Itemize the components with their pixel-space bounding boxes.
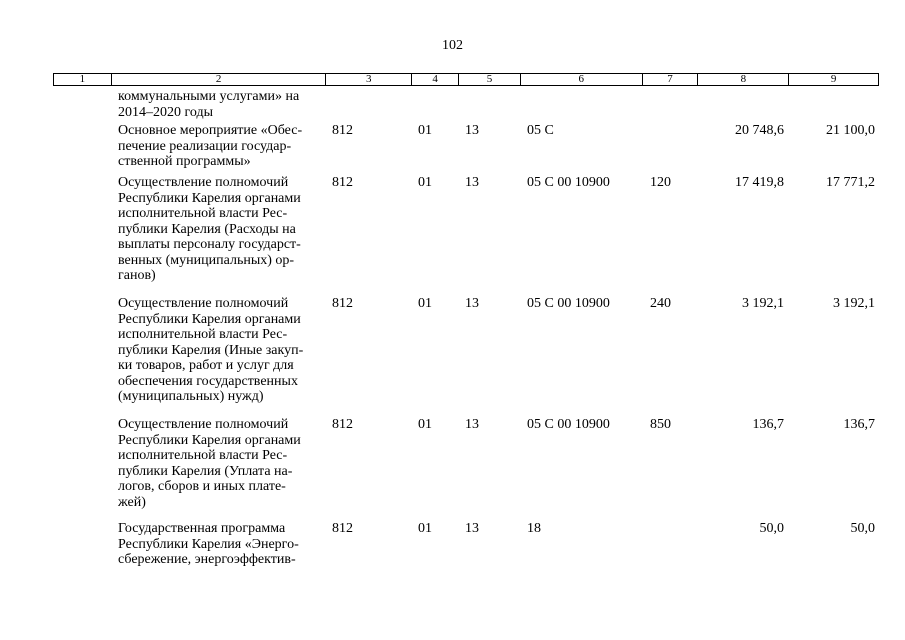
row-description: коммунальными услугами» на 2014–2020 годы (118, 89, 300, 120)
page-number: 102 (442, 38, 463, 53)
row-description: Осуществление полномочий Республики Карелия органами исполнительной власти Рес- публики Карелия (Расходы на выплаты персоналу государст- венных (муниципальных) ор- ганов) (118, 175, 301, 283)
amount-col-8: 3 192,1 (742, 296, 784, 311)
column-header-4: 4 (412, 74, 459, 85)
amount-col-8: 136,7 (752, 417, 784, 432)
subsection-code: 13 (465, 417, 479, 432)
ministry-code: 812 (332, 296, 353, 311)
amount-col-9: 17 771,2 (826, 175, 875, 190)
ministry-code: 812 (332, 175, 353, 190)
column-header-3: 3 (326, 74, 412, 85)
subsection-code: 13 (465, 521, 479, 536)
ministry-code: 812 (332, 123, 353, 138)
expense-type-code: 850 (650, 417, 671, 432)
row-description: Осуществление полномочий Республики Карелия органами исполнительной власти Рес- публики Карелия (Иные закуп- ки товаров, работ и услуг для обеспечения государственных (муниципальных) нужд) (118, 296, 304, 404)
amount-col-9: 3 192,1 (833, 296, 875, 311)
subsection-code: 13 (465, 123, 479, 138)
section-code: 01 (418, 123, 432, 138)
subsection-code: 13 (465, 296, 479, 311)
column-header-5: 5 (459, 74, 521, 85)
section-code: 01 (418, 417, 432, 432)
row-description: Осуществление полномочий Республики Карелия органами исполнительной власти Рес- публики Карелия (Уплата на- логов, сборов и иных плате- жей) (118, 417, 301, 510)
column-header-6: 6 (521, 74, 643, 85)
expense-type-code: 240 (650, 296, 671, 311)
target-article-code: 05 С 00 10900 (527, 175, 610, 190)
amount-col-8: 50,0 (759, 521, 784, 536)
amount-col-9: 21 100,0 (826, 123, 875, 138)
target-article-code: 05 С 00 10900 (527, 296, 610, 311)
target-article-code: 05 С (527, 123, 554, 138)
row-description: Основное мероприятие «Обес- печение реализации государ- ственной программы» (118, 123, 303, 169)
section-code: 01 (418, 296, 432, 311)
ministry-code: 812 (332, 417, 353, 432)
column-header-7: 7 (643, 74, 699, 85)
expense-type-code: 120 (650, 175, 671, 190)
target-article-code: 18 (527, 521, 541, 536)
amount-col-9: 50,0 (850, 521, 875, 536)
row-description: Государственная программа Республики Карелия «Энерго- сбережение, энергоэффектив- (118, 521, 299, 567)
column-header-2: 2 (112, 74, 326, 85)
amount-col-8: 17 419,8 (735, 175, 784, 190)
subsection-code: 13 (465, 175, 479, 190)
column-header-1: 1 (54, 74, 112, 85)
column-header-9: 9 (830, 73, 837, 85)
column-number-header (53, 73, 879, 86)
ministry-code: 812 (332, 521, 353, 536)
column-header-8: 8 (698, 74, 789, 85)
target-article-code: 05 С 00 10900 (527, 417, 610, 432)
section-code: 01 (418, 521, 432, 536)
amount-col-8: 20 748,6 (735, 123, 784, 138)
amount-col-9: 136,7 (843, 417, 875, 432)
section-code: 01 (418, 175, 432, 190)
